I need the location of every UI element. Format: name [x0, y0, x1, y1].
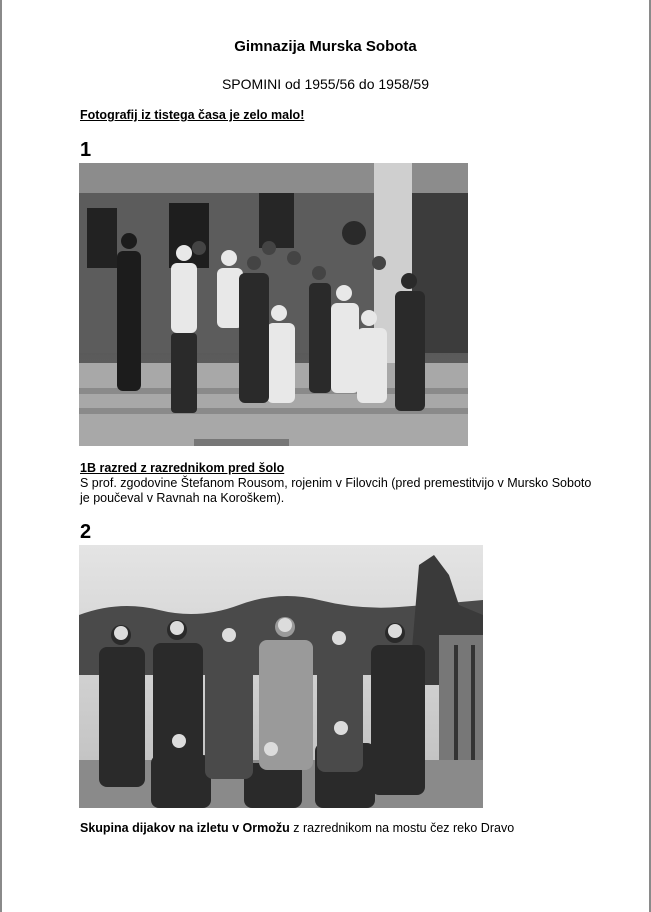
page-border-left	[0, 0, 2, 912]
document-subtitle: SPOMINI od 1955/56 do 1958/59	[221, 76, 430, 92]
caption-2-rest: z razrednikom na mostu čez reko Dravo	[289, 821, 515, 835]
section-number-2: 2	[80, 521, 92, 543]
caption-1-text: S prof. zgodovine Štefanom Rousom, rojenim v Filovcih (pred premestitvijo v Mursko Soboto je poučeval v Ravnah na Koroškem).	[80, 476, 592, 505]
caption-2-bold: Skupina dijakov na izletu v Ormožu	[80, 821, 290, 835]
photo-2	[79, 545, 483, 808]
section-number-1: 1	[80, 139, 92, 161]
intro-text: Fotografij iz tistega časa je zelo malo!	[80, 108, 305, 122]
caption-1-title: 1B razred z razrednikom pred šolo	[80, 461, 285, 475]
caption-2	[80, 821, 514, 835]
photo-1	[79, 163, 468, 446]
caption-1	[80, 461, 600, 506]
document-title: Gimnazija Murska Sobota	[234, 38, 417, 55]
